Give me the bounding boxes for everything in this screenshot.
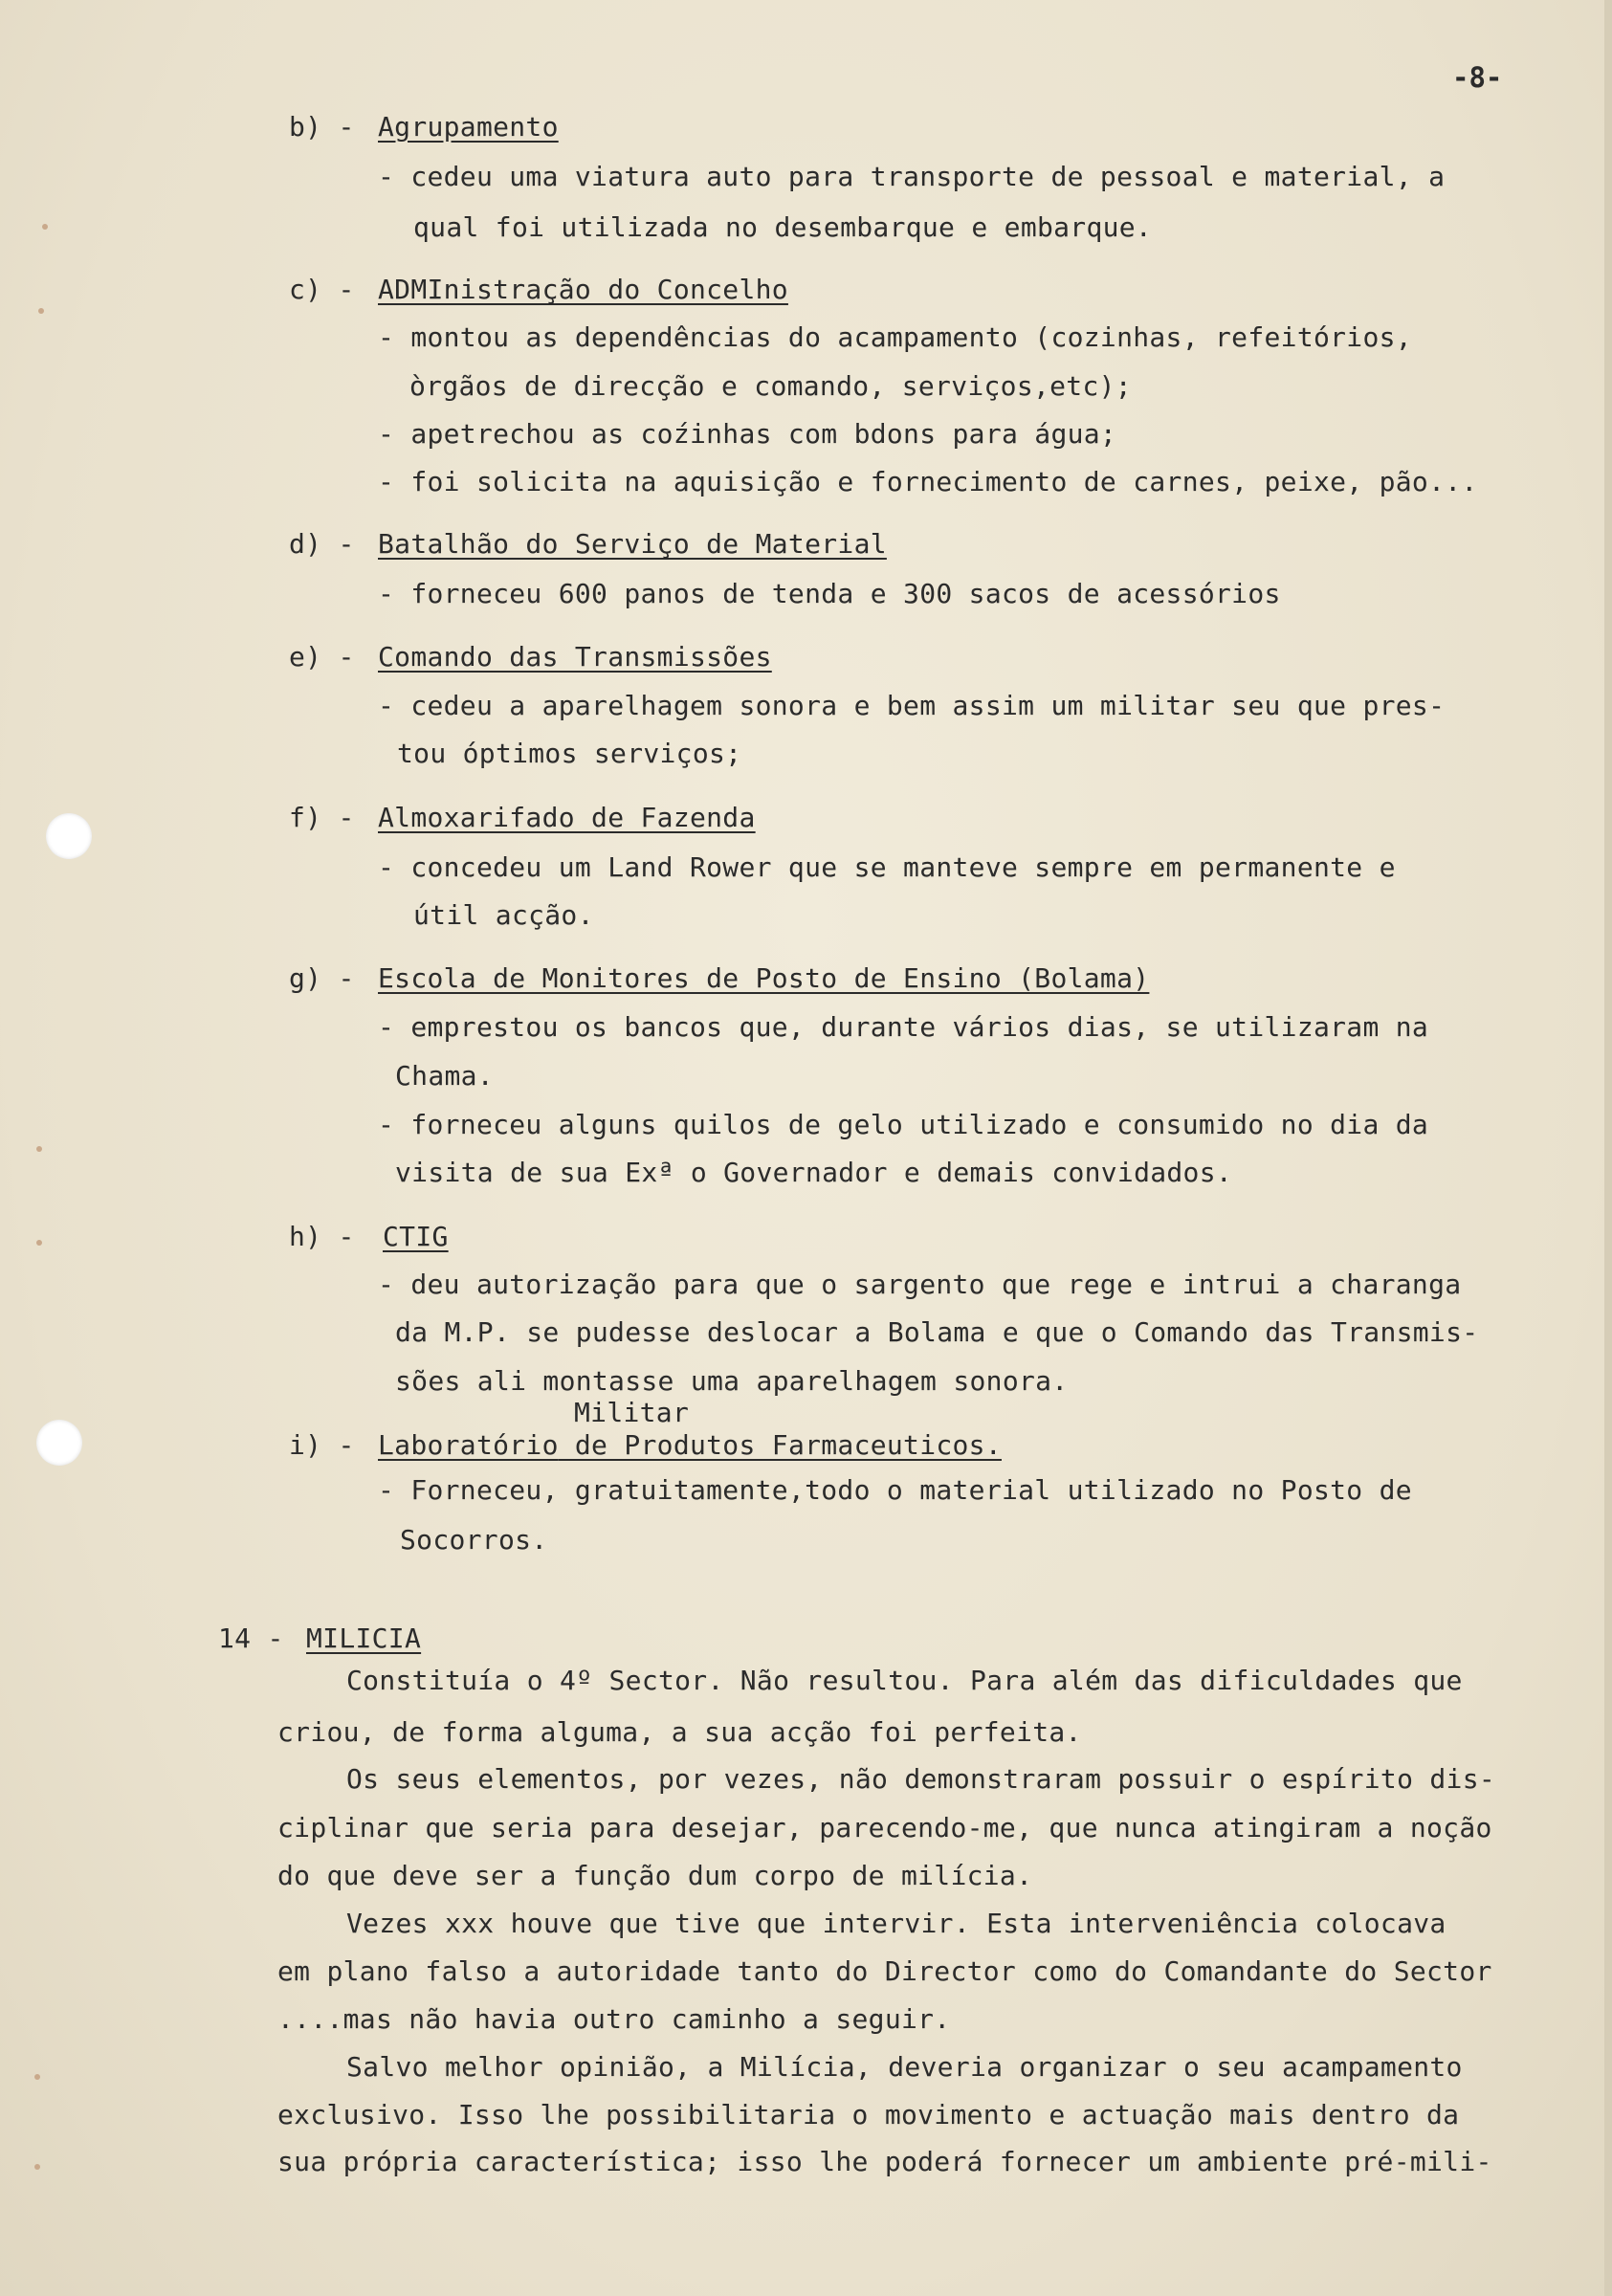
item-g-line: - emprestou os bancos que, durante vários dias, se utilizaram na — [378, 1011, 1429, 1043]
item-f-line: - concedeu um Land Rower que se manteve sempre em permanente e — [378, 851, 1396, 883]
paper-mark — [36, 1146, 42, 1152]
item-b-line: qual foi utilizada no desembarque e embarque. — [413, 211, 1153, 243]
item-i-title-part2: de Produtos Farmaceuticos. — [558, 1429, 1002, 1461]
item-g-key: g) - — [289, 962, 355, 994]
item-b-title: Agrupamento — [378, 111, 559, 143]
item-g-line: Chama. — [395, 1060, 494, 1092]
section-line: em plano falso a autoridade tanto do Director como do Comandante do Sector — [277, 1955, 1492, 1987]
item-f-title: Almoxarifado de Fazenda — [378, 802, 756, 833]
item-b-line: - cedeu uma viatura auto para transporte de pessoal e material, a — [378, 161, 1446, 192]
item-h-line: da M.P. se pudesse deslocar a Bolama e que o Comando das Transmis- — [395, 1316, 1479, 1348]
section-line: exclusivo. Isso lhe possibilitaria o movimento e actuação mais dentro da — [277, 2099, 1460, 2130]
item-e-line: - cedeu a aparelhagem sonora e bem assim um militar seu que pres- — [378, 690, 1446, 721]
section-line: Vezes xxx houve que tive que intervir. Esta interveniência colocava — [346, 1908, 1446, 1939]
page-edge-shadow — [1604, 0, 1612, 2296]
item-e-title: Comando das Transmissões — [378, 641, 772, 673]
item-f-line: útil acção. — [413, 899, 594, 931]
item-b-key: b) - — [289, 111, 355, 143]
item-c-line: òrgãos de direcção e comando, serviços,etc); — [409, 370, 1132, 402]
paper-mark — [42, 224, 48, 230]
item-e-key: e) - — [289, 641, 355, 673]
item-d-title: Batalhão do Serviço de Material — [378, 528, 887, 560]
page-number: -8- — [1452, 61, 1503, 94]
section-line: do que deve ser a função dum corpo de milícia. — [277, 1860, 1033, 1891]
section-line: ciplinar que seria para desejar, parecendo-me, que nunca atingiram a noção — [277, 1812, 1492, 1843]
section-line: criou, de forma alguma, a sua acção foi perfeita. — [277, 1716, 1082, 1748]
paper-mark — [38, 308, 44, 314]
paper-mark — [36, 1240, 42, 1246]
item-g-line: - forneceu alguns quilos de gelo utilizado e consumido no dia da — [378, 1109, 1429, 1140]
item-g-line: visita de sua Exª o Governador e demais convidados. — [395, 1157, 1233, 1188]
item-e-line: tou óptimos serviços; — [397, 738, 742, 769]
section-number: 14 - — [218, 1623, 284, 1654]
item-g-title: Escola de Monitores de Posto de Ensino (Bolama) — [378, 962, 1150, 994]
item-i-line: - Forneceu, gratuitamente,todo o material utilizado no Posto de — [378, 1474, 1412, 1506]
punch-hole-top — [46, 813, 92, 859]
item-i-key: i) - — [289, 1429, 355, 1461]
section-title: MILICIA — [306, 1623, 422, 1654]
section-line: ....mas não havia outro caminho a seguir. — [277, 2003, 951, 2035]
item-d-key: d) - — [289, 528, 355, 560]
item-c-key: c) - — [289, 274, 355, 305]
section-line: Salvo melhor opinião, a Milícia, deveria organizar o seu acampamento — [346, 2051, 1463, 2083]
item-i-title — [378, 1429, 1002, 1462]
paper-mark — [34, 2164, 40, 2170]
item-d-line: - forneceu 600 panos de tenda e 300 sacos de acessórios — [378, 578, 1281, 609]
item-h-title: CTIG — [383, 1221, 449, 1252]
item-i-title-part1: Laboratório — [378, 1429, 559, 1461]
punch-hole-bottom — [36, 1420, 82, 1466]
item-h-line: - deu autorização para que o sargento que rege e intrui a charanga — [378, 1269, 1462, 1300]
item-h-key: h) - — [289, 1221, 355, 1252]
item-c-line: - apetrechou as coźinhas com bdons para água; — [378, 418, 1117, 450]
item-c-line: - montou as dependências do acampamento (cozinhas, refeitórios, — [378, 321, 1412, 353]
item-f-key: f) - — [289, 802, 355, 833]
item-i-insertion: Militar — [574, 1397, 690, 1428]
paper-mark — [34, 2074, 40, 2080]
section-line: sua própria característica; isso lhe poderá fornecer um ambiente pré-mili- — [277, 2146, 1492, 2177]
item-h-line: sões ali montasse uma aparelhagem sonora. — [395, 1365, 1069, 1397]
section-line: Constituía o 4º Sector. Não resultou. Para além das dificuldades que — [346, 1665, 1463, 1696]
item-i-line: Socorros. — [400, 1524, 548, 1556]
item-c-title: ADMInistração do Concelho — [378, 274, 788, 305]
section-line: Os seus elementos, por vezes, não demonstraram possuir o espírito dis- — [346, 1763, 1496, 1795]
item-c-line: - foi solicita na aquisição e fornecimento de carnes, peixe, pão... — [378, 466, 1478, 497]
